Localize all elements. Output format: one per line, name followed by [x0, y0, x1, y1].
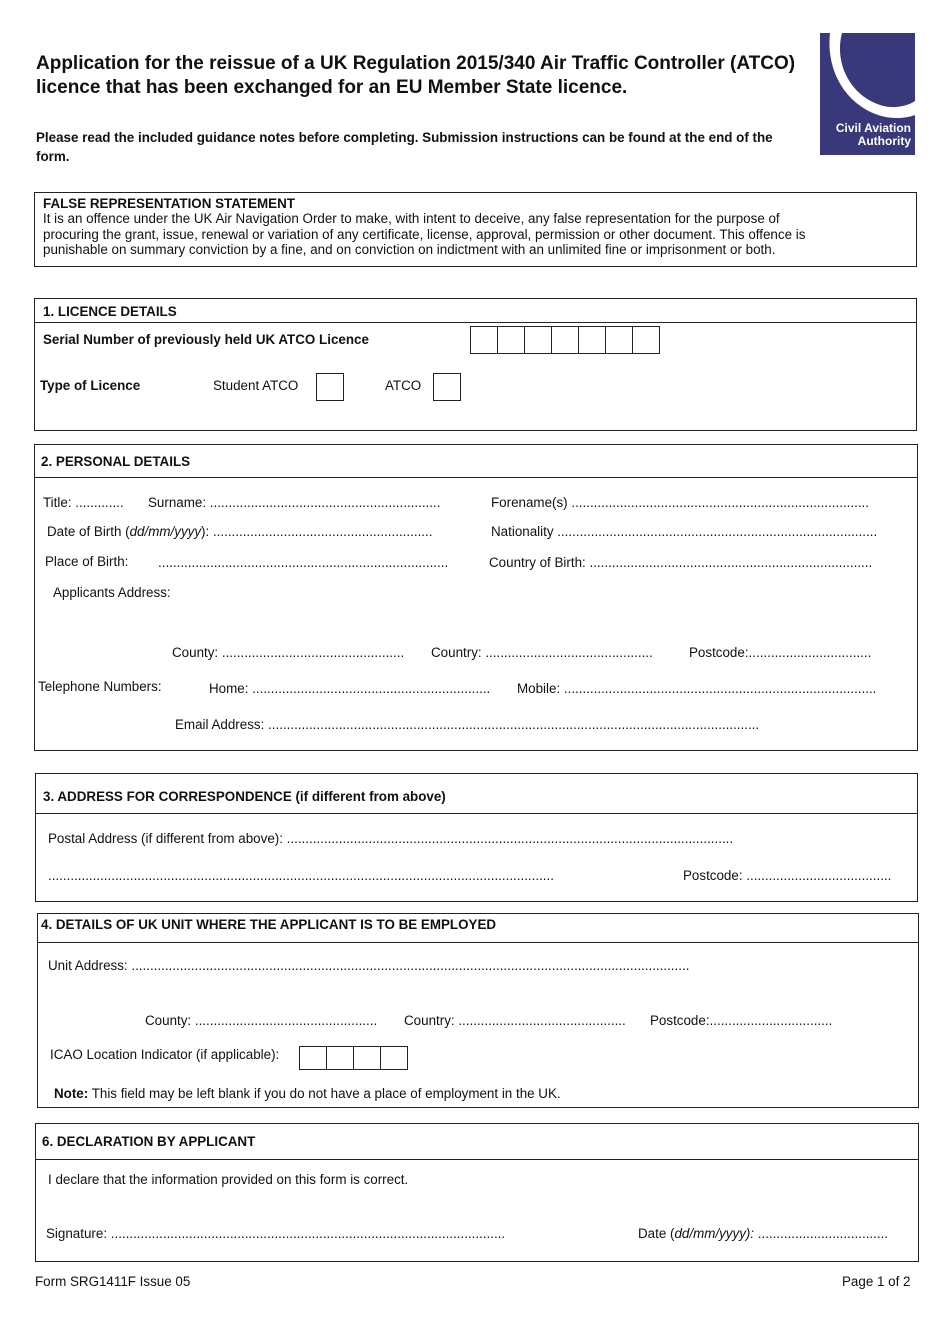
date-dots: ................................... — [754, 1226, 889, 1241]
icao-cell[interactable] — [380, 1046, 408, 1070]
county-field[interactable]: County: ................................................. — [172, 645, 405, 660]
section-declaration — [35, 1123, 919, 1262]
unit-postcode-field[interactable]: Postcode:................................. — [650, 1013, 833, 1028]
declaration-text: I declare that the information provided on this form is correct. — [48, 1172, 409, 1187]
serial-cell[interactable] — [551, 326, 579, 354]
country-of-birth-field[interactable]: Country of Birth: ............................................................................ — [489, 555, 873, 570]
unit-address-field[interactable]: Unit Address: ...................................................................................................................................................... — [48, 958, 690, 973]
title-field[interactable]: Title: ............. — [43, 495, 124, 510]
postcode-field[interactable]: Postcode:................................. — [689, 645, 872, 660]
atco-checkbox[interactable] — [433, 373, 461, 401]
dob-field[interactable] — [47, 524, 432, 540]
serial-cell[interactable] — [497, 326, 525, 354]
icao-cell[interactable] — [326, 1046, 354, 1070]
icao-cell[interactable] — [299, 1046, 327, 1070]
home-phone-field[interactable]: Home: ................................................................ — [209, 681, 491, 696]
type-of-licence-label: Type of Licence — [40, 378, 141, 393]
note-label: Note: — [54, 1086, 89, 1101]
unit-county-field[interactable]: County: ................................................. — [145, 1013, 378, 1028]
serial-cell[interactable] — [578, 326, 606, 354]
postal-address-field[interactable]: Postal Address (if different from above): ........................................................................................................................ — [48, 831, 734, 846]
email-field[interactable]: Email Address: .................................................................................................................................... — [175, 717, 760, 732]
atco-label: ATCO — [385, 378, 422, 393]
section-1-heading: 1. LICENCE DETAILS — [43, 304, 177, 319]
section-4-heading: 4. DETAILS OF UK UNIT WHERE THE APPLICANT IS TO BE EMPLOYED — [41, 917, 497, 932]
dob-suffix: ): ........................................................... — [201, 524, 433, 539]
place-of-birth-label: Place of Birth: — [45, 554, 129, 569]
surname-field[interactable]: Surname: .............................................................. — [148, 495, 441, 510]
false-statement-heading: FALSE REPRESENTATION STATEMENT — [43, 196, 295, 211]
section-2-heading: 2. PERSONAL DETAILS — [41, 454, 191, 469]
logo-line-2: Authority — [857, 134, 911, 148]
serial-cell[interactable] — [632, 326, 660, 354]
serial-number-input[interactable] — [471, 326, 660, 354]
false-statement-line-2: procuring the grant, issue, renewal or variation of any certificate, license, approval, permission or other document. This offence is — [43, 227, 806, 242]
section-uk-unit — [37, 913, 919, 1108]
student-atco-label: Student ATCO — [213, 378, 299, 393]
section-licence-details — [34, 298, 917, 431]
declaration-date-field[interactable] — [638, 1226, 888, 1242]
section-6-heading: 6. DECLARATION BY APPLICANT — [42, 1134, 256, 1149]
mobile-phone-field[interactable]: Mobile: .................................................................................... — [517, 681, 877, 696]
form-id: Form SRG1411F Issue 05 — [35, 1274, 191, 1289]
icao-cell[interactable] — [353, 1046, 381, 1070]
country-field[interactable]: Country: ............................................. — [431, 645, 653, 660]
section-correspondence-address — [35, 773, 918, 902]
date-format: dd/mm/yyyy): — [674, 1226, 755, 1241]
telephone-label: Telephone Numbers: — [38, 679, 162, 694]
place-of-birth-field[interactable]: .............................................................................. — [158, 555, 449, 570]
note-text — [54, 1086, 561, 1102]
section-3-heading: 3. ADDRESS FOR CORRESPONDENCE (if different from above) — [43, 789, 446, 804]
logo-line-1: Civil Aviation — [835, 121, 911, 135]
nationality-field[interactable]: Nationality ...................................................................................... — [491, 524, 878, 539]
caa-logo — [820, 33, 915, 155]
signature-field[interactable]: Signature: .......................................................................................................... — [46, 1226, 506, 1241]
serial-number-label: Serial Number of previously held UK ATCO Licence — [43, 332, 369, 347]
serial-cell[interactable] — [524, 326, 552, 354]
unit-country-field[interactable]: Country: ............................................. — [404, 1013, 626, 1028]
correspondence-postcode-field[interactable]: Postcode: ....................................... — [683, 868, 892, 883]
serial-cell[interactable] — [605, 326, 633, 354]
icao-label: ICAO Location Indicator (if applicable): — [50, 1047, 280, 1062]
postal-address-line-2[interactable]: ........................................................................................................................................ — [48, 868, 554, 883]
false-representation-box — [34, 192, 917, 267]
intro-text: Please read the included guidance notes before completing. Submission instructions can be found at the end of the form. — [36, 130, 773, 164]
serial-cell[interactable] — [470, 326, 498, 354]
date-prefix: Date ( — [638, 1226, 675, 1241]
false-statement-line-1: It is an offence under the UK Air Navigation Order to make, with intent to deceive, any false representation for the purpose of — [43, 211, 780, 226]
icao-input[interactable] — [300, 1046, 408, 1070]
dob-prefix: Date of Birth ( — [47, 524, 130, 539]
section-personal-details — [34, 444, 918, 751]
false-statement-line-3: punishable on summary conviction by a fine, and on conviction on indictment with an unlimited fine or imprisonment or both. — [43, 242, 776, 257]
forename-field[interactable]: Forename(s) ................................................................................ — [491, 495, 869, 510]
dob-format: dd/mm/yyyy — [129, 524, 202, 539]
student-atco-checkbox[interactable] — [316, 373, 344, 401]
page-title: Application for the reissue of a UK Regulation 2015/340 Air Traffic Controller (ATCO) licence that has been exchanged for an EU Member State licence. — [36, 53, 796, 98]
applicant-address-label: Applicants Address: — [53, 585, 171, 600]
note-body: This field may be left blank if you do not have a place of employment in the UK. — [88, 1086, 561, 1101]
page-number: Page 1 of 2 — [842, 1274, 911, 1289]
